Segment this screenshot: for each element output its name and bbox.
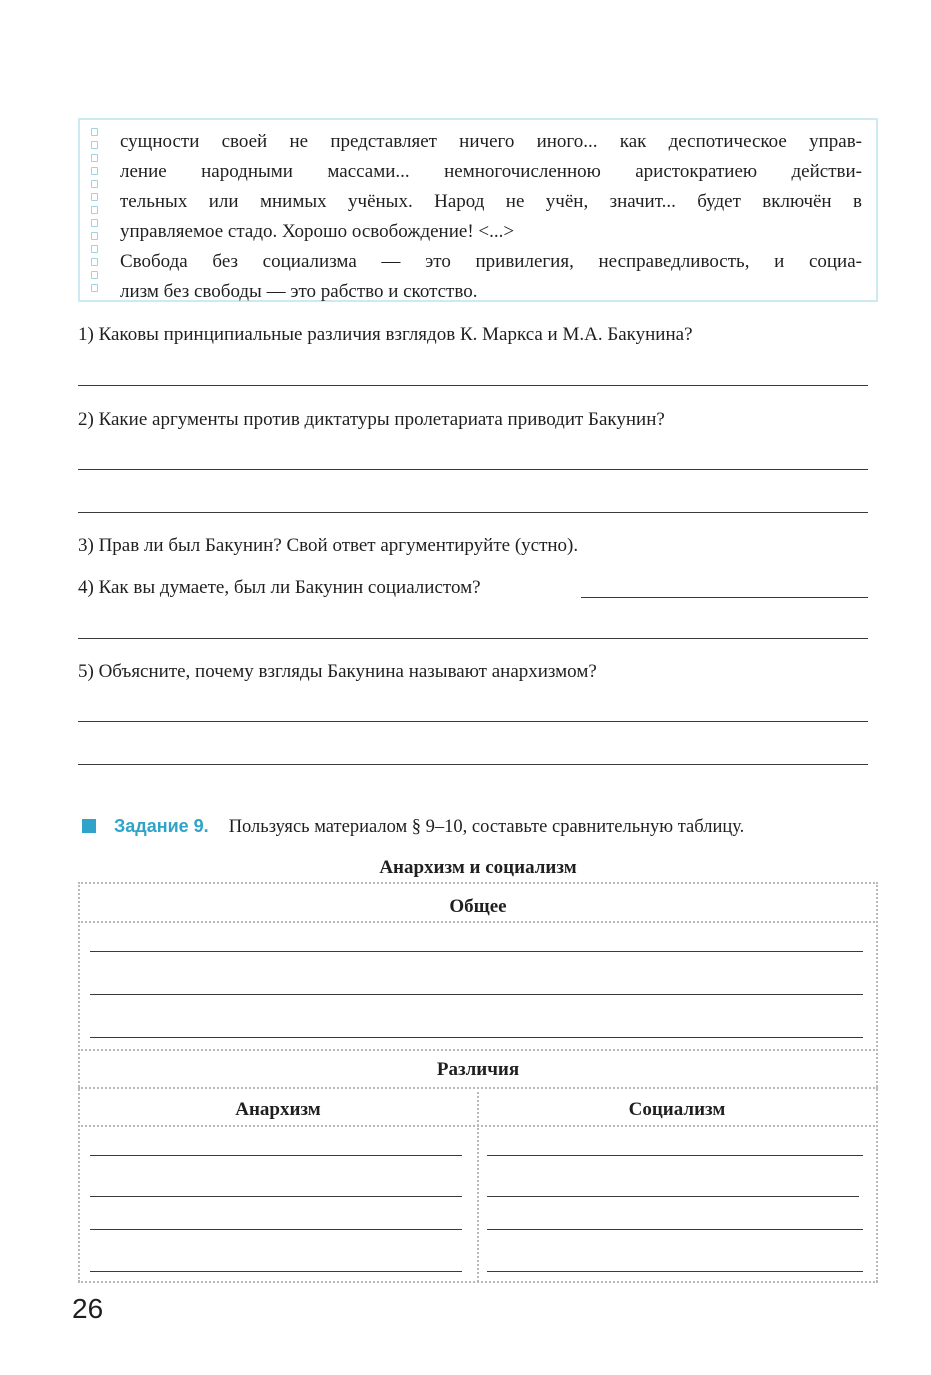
task-label: Задание 9. bbox=[114, 816, 209, 836]
answer-line[interactable] bbox=[78, 764, 868, 765]
common-header: Общее bbox=[449, 896, 507, 917]
quote-line: тельных или мнимых учёных. Народ не учён, значит... будет включён в bbox=[120, 191, 862, 212]
table-border bbox=[78, 882, 878, 884]
answer-line[interactable] bbox=[487, 1229, 863, 1230]
answer-line[interactable] bbox=[90, 1037, 863, 1038]
answer-line[interactable] bbox=[90, 1271, 462, 1272]
table-divider bbox=[78, 1049, 878, 1051]
task-text: Пользуясь материалом § 9–10, составьте сравнительную таблицу. bbox=[228, 817, 745, 837]
column-header-anarchism: Анархизм bbox=[235, 1099, 321, 1120]
quote-line: ление народными массами... немногочисленною аристократиею действи- bbox=[120, 161, 862, 182]
answer-line[interactable] bbox=[487, 1155, 863, 1156]
answer-line[interactable] bbox=[90, 1196, 462, 1197]
column-header-socialism: Социализм bbox=[628, 1099, 726, 1120]
question-5: 5) Объясните, почему взгляды Бакунина называют анархизмом? bbox=[78, 661, 597, 682]
quote-box bbox=[78, 118, 878, 302]
question-2: 2) Какие аргументы против диктатуры пролетариата приводит Бакунин? bbox=[78, 409, 665, 430]
quote-line: сущности своей не представляет ничего иного... как деспотическое управ- bbox=[120, 131, 862, 152]
quote-line: управляемое стадо. Хорошо освобождение! <...> bbox=[120, 221, 515, 242]
page-number: 26 bbox=[72, 1293, 104, 1324]
answer-line[interactable] bbox=[487, 1271, 863, 1272]
answer-line-inline[interactable] bbox=[581, 597, 868, 598]
quote-line: Свобода без социализма — это привилегия, несправедливость, и социа- bbox=[120, 251, 862, 272]
quote-text bbox=[120, 127, 862, 307]
task-header bbox=[82, 814, 744, 839]
answer-line[interactable] bbox=[78, 512, 868, 513]
table-title: Анархизм и социализм bbox=[379, 857, 577, 878]
answer-line[interactable] bbox=[78, 385, 868, 386]
question-3: 3) Прав ли был Бакунин? Свой ответ аргументируйте (устно). bbox=[78, 535, 579, 556]
table-border bbox=[78, 882, 80, 1282]
question-1: 1) Каковы принципиальные различия взглядов К. Маркса и М.А. Бакунина? bbox=[78, 324, 693, 345]
table-divider bbox=[78, 921, 878, 923]
answer-line[interactable] bbox=[78, 469, 868, 470]
table-border bbox=[876, 882, 878, 1282]
answer-line[interactable] bbox=[90, 994, 863, 995]
task-marker-icon bbox=[82, 819, 96, 833]
quote-decoration bbox=[86, 128, 102, 292]
table-divider bbox=[78, 1125, 878, 1127]
quote-line: лизм без свободы — это рабство и скотство. bbox=[120, 281, 478, 302]
answer-line[interactable] bbox=[78, 721, 868, 722]
answer-line[interactable] bbox=[78, 638, 868, 639]
answer-line[interactable] bbox=[90, 1229, 462, 1230]
answer-line[interactable] bbox=[90, 1155, 462, 1156]
answer-line[interactable] bbox=[90, 951, 863, 952]
question-4: 4) Как вы думаете, был ли Бакунин социалистом? bbox=[78, 577, 481, 598]
answer-line[interactable] bbox=[487, 1196, 859, 1197]
differences-header: Различия bbox=[436, 1059, 520, 1080]
